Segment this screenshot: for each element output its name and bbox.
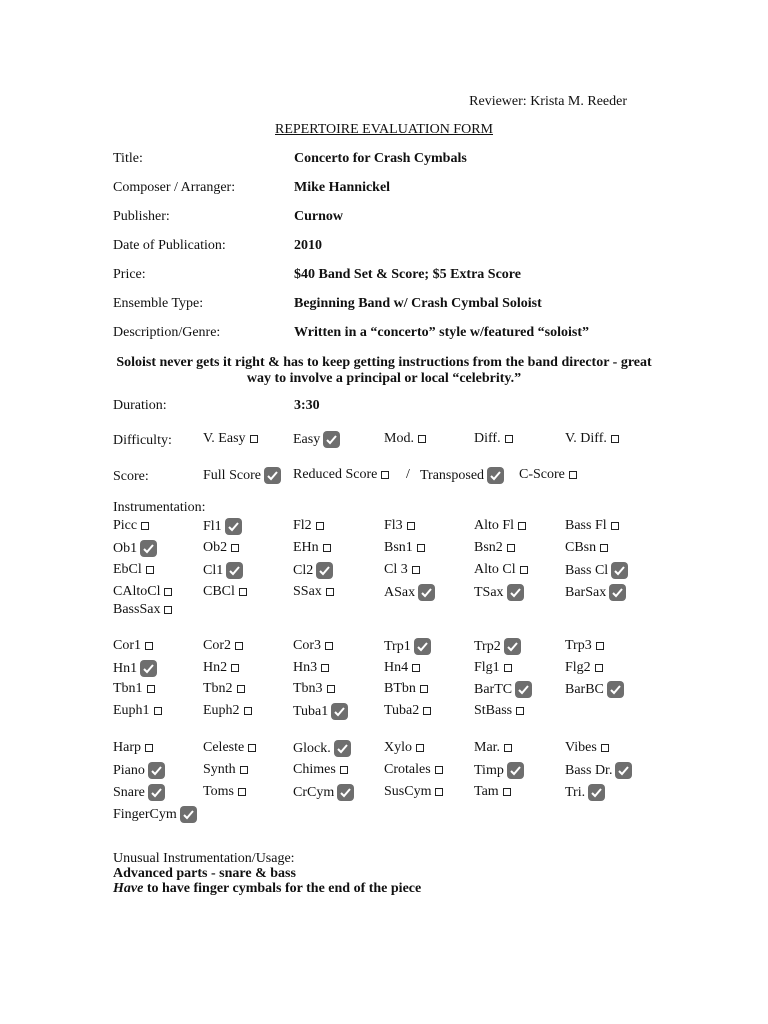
checkbox-empty-icon[interactable] (417, 544, 425, 552)
checkbox-empty-icon[interactable] (516, 707, 524, 715)
checkbox-empty-icon[interactable] (381, 471, 389, 479)
option-label: Fl1 (203, 518, 222, 534)
checkmark-icon[interactable] (323, 431, 340, 448)
option-label: Hn4 (384, 660, 409, 675)
option-label: Trp2 (474, 638, 501, 654)
instrument-option (293, 762, 348, 778)
instrument-option (474, 518, 526, 534)
score-option (420, 467, 504, 484)
checkbox-empty-icon[interactable] (237, 685, 245, 693)
option-label: Cor1 (113, 638, 141, 653)
instrument-option (384, 638, 431, 655)
instrument-option (565, 660, 603, 676)
checkbox-empty-icon[interactable] (231, 544, 239, 552)
checkbox-empty-icon[interactable] (231, 664, 239, 672)
option-label: / (406, 467, 410, 482)
checkbox-empty-icon[interactable] (327, 685, 335, 693)
checkbox-empty-icon[interactable] (147, 685, 155, 693)
checkbox-empty-icon[interactable] (340, 766, 348, 774)
instrument-option (565, 740, 609, 756)
checkbox-empty-icon[interactable] (504, 664, 512, 672)
checkmark-icon[interactable] (180, 806, 197, 823)
info-label: Ensemble Type: (113, 296, 204, 311)
option-label: Bsn1 (384, 540, 413, 555)
checkbox-empty-icon[interactable] (596, 642, 604, 650)
instrument-option (474, 703, 524, 719)
instrument-option (113, 562, 154, 578)
option-label: FingerCym (113, 806, 177, 822)
checkmark-icon[interactable] (140, 660, 157, 677)
option-label: Glock. (293, 740, 331, 756)
instrument-option (384, 681, 428, 697)
form-title: REPERTOIRE EVALUATION FORM (275, 122, 493, 137)
option-label: Alto Cl (474, 562, 516, 577)
option-label: V. Diff. (565, 431, 607, 446)
checkbox-empty-icon[interactable] (518, 522, 526, 530)
option-label: Tuba2 (384, 703, 420, 718)
checkmark-icon[interactable] (611, 562, 628, 579)
checkbox-empty-icon[interactable] (164, 606, 172, 614)
option-label: Ob2 (203, 540, 228, 555)
checkbox-empty-icon[interactable] (248, 744, 256, 752)
checkmark-icon[interactable] (609, 584, 626, 601)
checkbox-empty-icon[interactable] (326, 588, 334, 596)
checkmark-icon[interactable] (515, 681, 532, 698)
option-label: TSax (474, 584, 504, 600)
option-label: Cor3 (293, 638, 321, 653)
option-label: BTbn (384, 681, 416, 696)
option-label: Trp1 (384, 638, 411, 654)
option-label: Vibes (565, 740, 597, 755)
checkbox-empty-icon[interactable] (418, 435, 426, 443)
instrument-option (203, 762, 248, 778)
instrument-option (203, 584, 247, 600)
unusual-emphasis: Have (113, 881, 144, 896)
checkbox-empty-icon[interactable] (323, 544, 331, 552)
instrument-option (293, 562, 333, 579)
option-label: BarTC (474, 681, 513, 697)
difficulty-option (384, 431, 426, 447)
difficulty-label: Difficulty: (113, 433, 172, 448)
option-label: Transposed (420, 467, 485, 483)
option-label: Synth (203, 762, 236, 777)
option-label: ASax (384, 584, 416, 600)
checkbox-empty-icon[interactable] (145, 642, 153, 650)
checkmark-icon[interactable] (334, 740, 351, 757)
option-label: Tbn2 (203, 681, 233, 696)
option-label: Hn3 (293, 660, 318, 675)
description-note: Soloist never gets it right & has to keep getting instructions from the band director - great way to involve a principal or local “celebrity.” (116, 355, 652, 386)
instrument-option (384, 762, 443, 778)
instrument-option (384, 518, 415, 534)
info-label: Title: (113, 151, 143, 166)
option-label: Cl1 (203, 562, 224, 578)
option-label: Picc (113, 518, 138, 533)
instrument-option (474, 540, 515, 556)
option-label: SSax (293, 584, 322, 599)
option-label: Fl2 (293, 518, 312, 533)
instrument-option (203, 681, 245, 697)
checkbox-empty-icon[interactable] (505, 435, 513, 443)
checkbox-empty-icon[interactable] (435, 766, 443, 774)
instrument-option (565, 638, 604, 654)
instrument-option (565, 540, 608, 556)
instrument-option (474, 660, 512, 676)
option-label: Tuba1 (293, 703, 329, 719)
checkmark-icon[interactable] (148, 784, 165, 801)
instrument-option (113, 540, 157, 557)
option-label: StBass (474, 703, 513, 718)
checkbox-empty-icon[interactable] (321, 664, 329, 672)
instrument-option (293, 584, 334, 600)
checkbox-empty-icon[interactable] (520, 566, 528, 574)
instrument-option (203, 703, 252, 719)
checkmark-icon[interactable] (615, 762, 632, 779)
option-label: Bsn2 (474, 540, 503, 555)
checkmark-icon[interactable] (607, 681, 624, 698)
checkbox-empty-icon[interactable] (503, 788, 511, 796)
instrument-option (565, 784, 605, 801)
instrument-option (384, 784, 443, 800)
option-label: Trp3 (565, 638, 592, 653)
option-label: Reduced Score (293, 467, 378, 482)
checkbox-empty-icon[interactable] (407, 522, 415, 530)
difficulty-option (293, 431, 340, 448)
option-label: Tam (474, 784, 499, 799)
option-label: Tbn3 (293, 681, 323, 696)
instrument-option (113, 660, 157, 677)
option-label: BassSax (113, 602, 161, 617)
checkbox-empty-icon[interactable] (325, 642, 333, 650)
info-label: Publisher: (113, 209, 170, 224)
option-label: CBCl (203, 584, 235, 599)
checkbox-empty-icon[interactable] (250, 435, 258, 443)
checkmark-icon[interactable] (588, 784, 605, 801)
instrument-option (203, 540, 239, 556)
instrument-option (474, 584, 524, 601)
score-option (203, 467, 281, 484)
option-label: Bass Cl (565, 562, 609, 578)
checkbox-empty-icon[interactable] (412, 566, 420, 574)
option-label: Alto Fl (474, 518, 515, 533)
option-label: Easy (293, 431, 321, 447)
option-label: Toms (203, 784, 234, 799)
instrument-option (113, 703, 162, 719)
option-label: Diff. (474, 431, 501, 446)
instrument-option (203, 784, 246, 800)
instrument-option (293, 784, 354, 801)
option-label: BarSax (565, 584, 607, 600)
checkmark-icon[interactable] (331, 703, 348, 720)
instrument-option (565, 681, 624, 698)
option-label: Cl2 (293, 562, 314, 578)
option-label: Full Score (203, 467, 261, 483)
option-label: V. Easy (203, 431, 246, 446)
checkbox-empty-icon[interactable] (600, 544, 608, 552)
instrument-option (384, 562, 420, 578)
instrument-option (293, 740, 351, 757)
option-label: Celeste (203, 740, 245, 755)
checkbox-empty-icon[interactable] (601, 744, 609, 752)
instrumentation-label: Instrumentation: (113, 500, 206, 515)
checkbox-empty-icon[interactable] (244, 707, 252, 715)
option-label: Xylo (384, 740, 412, 755)
instrument-option (384, 540, 425, 556)
checkbox-empty-icon[interactable] (238, 788, 246, 796)
info-value: 2010 (294, 238, 322, 253)
checkmark-icon[interactable] (316, 562, 333, 579)
score-option (406, 467, 410, 483)
reviewer-line: Reviewer: Krista M. Reeder (469, 94, 627, 109)
option-label: Snare (113, 784, 145, 800)
info-value: Mike Hannickel (294, 180, 391, 195)
option-label: Mar. (474, 740, 501, 755)
option-label: BarBC (565, 681, 604, 697)
instrument-option (384, 740, 424, 756)
checkmark-icon[interactable] (140, 540, 157, 557)
checkmark-icon[interactable] (418, 584, 435, 601)
instrument-option (474, 681, 532, 698)
instrument-option (203, 562, 243, 579)
instrument-option (293, 638, 333, 654)
option-label: Mod. (384, 431, 414, 446)
info-value: $40 Band Set & Score; $5 Extra Score (294, 267, 521, 282)
checkbox-empty-icon[interactable] (145, 744, 153, 752)
instrument-option (384, 660, 420, 676)
option-label: Flg2 (565, 660, 591, 675)
checkbox-empty-icon[interactable] (240, 766, 248, 774)
instrument-option (113, 681, 155, 697)
option-label: Ob1 (113, 540, 138, 556)
checkbox-empty-icon[interactable] (412, 664, 420, 672)
option-label: Crotales (384, 762, 431, 777)
option-label: Cl 3 (384, 562, 408, 577)
info-value: Concerto for Crash Cymbals (294, 151, 467, 166)
instrument-option (113, 638, 153, 654)
checkbox-empty-icon[interactable] (611, 522, 619, 530)
option-label: Timp (474, 762, 504, 778)
unusual-line-1: Advanced parts - snare & bass (113, 866, 296, 881)
option-label: CAltoCl (113, 584, 161, 599)
instrument-option (384, 584, 435, 601)
instrument-option (113, 806, 197, 823)
instrument-option (203, 518, 242, 535)
checkbox-empty-icon[interactable] (420, 685, 428, 693)
duration-label: Duration: (113, 398, 167, 413)
instrument-option (474, 740, 512, 756)
instrument-option (113, 784, 165, 801)
option-label: Bass Dr. (565, 762, 613, 778)
option-label: CBsn (565, 540, 597, 555)
info-label: Date of Publication: (113, 238, 226, 253)
checkbox-empty-icon[interactable] (164, 588, 172, 596)
checkbox-empty-icon[interactable] (507, 544, 515, 552)
unusual-label: Unusual Instrumentation/Usage: (113, 851, 295, 866)
duration-value: 3:30 (294, 398, 320, 413)
instrument-option (565, 584, 626, 601)
checkmark-icon[interactable] (148, 762, 165, 779)
instrument-option (293, 518, 324, 534)
option-label: CrCym (293, 784, 335, 800)
option-label: C-Score (519, 467, 565, 482)
instrument-option (474, 784, 511, 800)
option-label: Tbn1 (113, 681, 143, 696)
instrument-option (293, 703, 348, 720)
instrument-option (565, 562, 628, 579)
instrument-option (203, 660, 239, 676)
checkmark-icon[interactable] (264, 467, 281, 484)
option-label: Flg1 (474, 660, 500, 675)
instrument-option (113, 762, 165, 779)
checkmark-icon[interactable] (507, 762, 524, 779)
instrument-option (293, 540, 331, 556)
score-option (519, 467, 577, 483)
instrument-option (113, 602, 172, 618)
checkbox-empty-icon[interactable] (154, 707, 162, 715)
instrument-option (113, 518, 149, 534)
checkbox-empty-icon[interactable] (423, 707, 431, 715)
option-label: Euph1 (113, 703, 150, 718)
option-label: Tri. (565, 784, 586, 800)
option-label: EbCl (113, 562, 142, 577)
checkmark-icon[interactable] (414, 638, 431, 655)
option-label: Euph2 (203, 703, 240, 718)
info-label: Composer / Arranger: (113, 180, 236, 195)
checkmark-icon[interactable] (226, 562, 243, 579)
instrument-option (203, 740, 256, 756)
checkbox-empty-icon[interactable] (146, 566, 154, 574)
score-label: Score: (113, 469, 149, 484)
instrument-option (293, 660, 329, 676)
score-option (293, 467, 389, 483)
checkbox-empty-icon[interactable] (141, 522, 149, 530)
info-label: Price: (113, 267, 146, 282)
option-label: SusCym (384, 784, 432, 799)
option-label: Hn2 (203, 660, 228, 675)
checkmark-icon[interactable] (487, 467, 504, 484)
instrument-option (384, 703, 431, 719)
checkmark-icon[interactable] (507, 584, 524, 601)
option-label: Harp (113, 740, 141, 755)
checkbox-empty-icon[interactable] (504, 744, 512, 752)
unusual-line-2 (113, 881, 421, 897)
difficulty-option (474, 431, 513, 447)
instrument-option (203, 638, 243, 654)
instrument-option (474, 638, 521, 655)
instrument-option (113, 740, 153, 756)
checkbox-empty-icon[interactable] (316, 522, 324, 530)
info-value: Beginning Band w/ Crash Cymbal Soloist (294, 296, 542, 311)
instrument-option (474, 562, 528, 578)
option-label: EHn (293, 540, 319, 555)
checkmark-icon[interactable] (225, 518, 242, 535)
option-label: Piano (113, 762, 145, 778)
difficulty-option (203, 431, 258, 447)
checkbox-empty-icon[interactable] (611, 435, 619, 443)
checkmark-icon[interactable] (337, 784, 354, 801)
option-label: Cor2 (203, 638, 231, 653)
option-label: Hn1 (113, 660, 138, 676)
option-label: Fl3 (384, 518, 403, 533)
checkmark-icon[interactable] (504, 638, 521, 655)
option-label: Chimes (293, 762, 336, 777)
checkbox-empty-icon[interactable] (595, 664, 603, 672)
info-value: Curnow (294, 209, 344, 224)
checkbox-empty-icon[interactable] (239, 588, 247, 596)
instrument-option (565, 762, 632, 779)
difficulty-option (565, 431, 619, 447)
checkbox-empty-icon[interactable] (235, 642, 243, 650)
instrument-option (293, 681, 335, 697)
instrument-option (474, 762, 524, 779)
checkbox-empty-icon[interactable] (435, 788, 443, 796)
info-value: Written in a “concerto” style w/featured “soloist” (294, 325, 589, 340)
instrument-option (565, 518, 619, 534)
info-label: Description/Genre: (113, 325, 221, 340)
checkbox-empty-icon[interactable] (569, 471, 577, 479)
checkbox-empty-icon[interactable] (416, 744, 424, 752)
instrument-option (113, 584, 172, 600)
option-label: Bass Fl (565, 518, 607, 533)
unusual-line-2-text: to have finger cymbals for the end of the piece (143, 881, 422, 896)
